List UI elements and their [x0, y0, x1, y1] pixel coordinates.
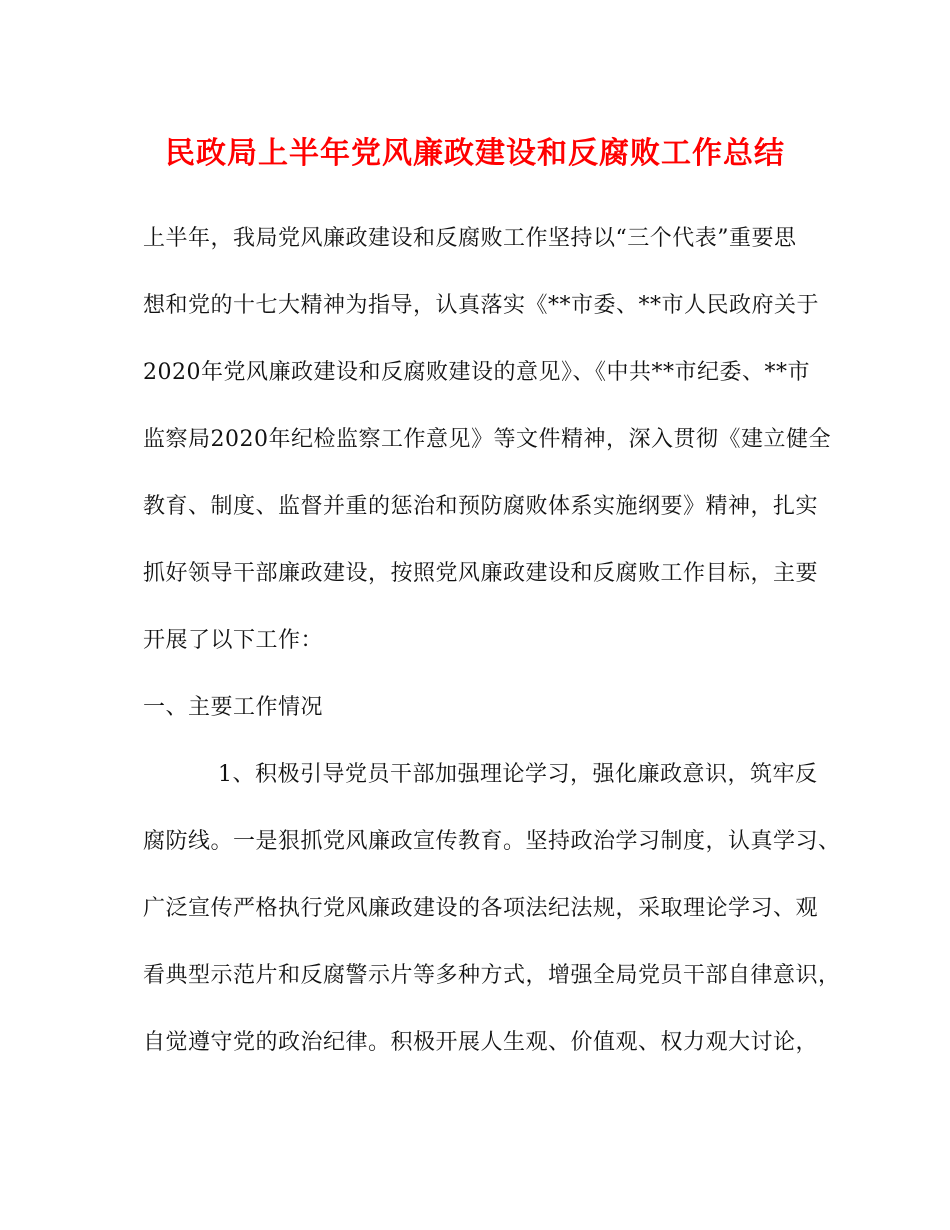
- paragraph-line-10: 腐防线。一是狠抓党风廉政宣传教育。坚持政治学习制度，认真学习、: [143, 829, 841, 854]
- paragraph-line-9: 1、积极引导党员干部加强理论学习，强化廉政意识，筑牢反: [218, 762, 818, 787]
- paragraph-line-12: 看典型示范片和反腐警示片等多种方式，增强全局党员干部自律意识，: [143, 963, 841, 988]
- paragraph-line-11: 广泛宣传严格执行党风廉政建设的各项法纪法规，采取理论学习、观: [143, 896, 819, 921]
- paragraph-line-5: 教育、制度、监督并重的惩治和预防腐败体系实施纲要》精神，扎实: [143, 494, 819, 519]
- paragraph-line-6: 抓好领导干部廉政建设，按照党风廉政建设和反腐败工作目标，主要: [143, 561, 819, 586]
- section-heading: 一、主要工作情况: [143, 695, 324, 720]
- paragraph-line-3: 2020年党风廉政建设和反腐败建设的意见》、《中共**市纪委、**市: [143, 360, 810, 385]
- paragraph-line-4: 监察局2020年纪检监察工作意见》等文件精神，深入贯彻《建立健全: [143, 427, 831, 452]
- paragraph-line-13: 自觉遵守党的政治纪律。积极开展人生观、价值观、权力观大讨论，: [143, 1030, 819, 1055]
- document-title: 民政局上半年党风廉政建设和反腐败工作总结: [165, 136, 785, 171]
- paragraph-line-7: 开展了以下工作：: [143, 628, 324, 653]
- paragraph-line-1: 上半年，我局党风廉政建设和反腐败工作坚持以“三个代表”重要思: [143, 226, 797, 251]
- paragraph-line-2: 想和党的十七大精神为指导，认真落实《**市委、**市人民政府关于: [143, 293, 820, 318]
